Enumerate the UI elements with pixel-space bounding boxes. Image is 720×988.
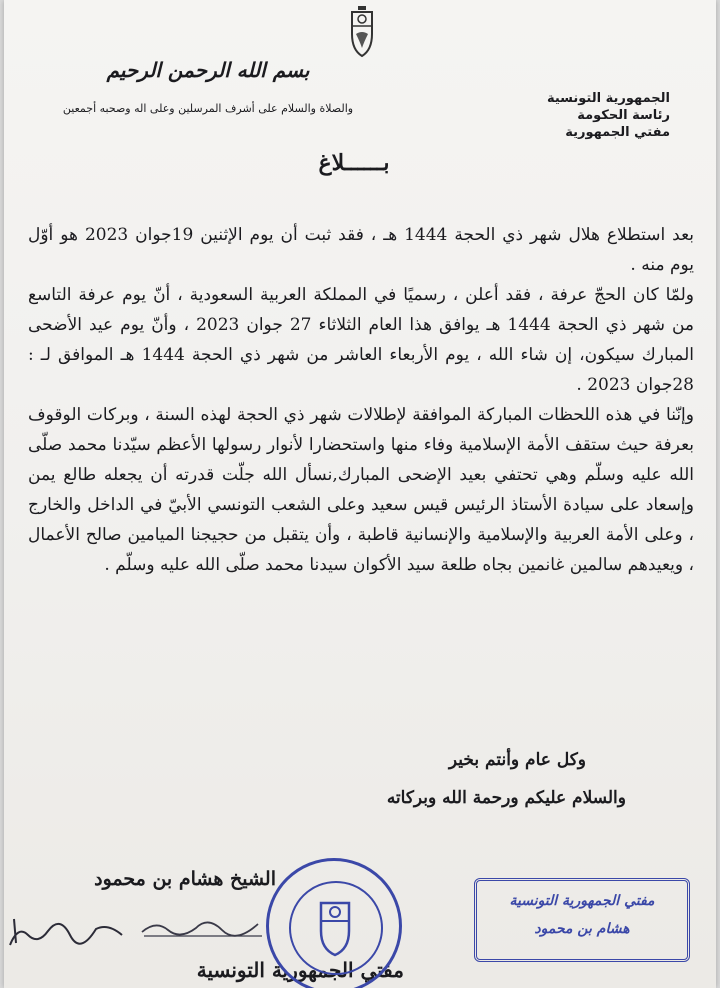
paragraph-arafah-eid: ولمّا كان الحجّ عرفة ، فقد أعلن ، رسميًا في المملكة العربية السعودية ، أنّ يوم عرفة التاسع من شهر ذي الحجة 1444 هـ يوافق هذا العام الثلاثاء 27 جوان 2023 ، وأنّ يوم عيد الأضحى المبارك سيكون، إن شاء الله ، يوم الأربعاء العاشر من شهر ذي الحجة 1444 هـ الموافق لـ : 28جوان 2023 . xyxy=(28,285,694,395)
round-official-seal xyxy=(266,858,402,988)
bottom-signature-title: مفتي الجمهورية التونسية xyxy=(196,958,404,982)
document-page xyxy=(4,0,716,988)
paragraph-moon-sighting: بعد استطلاع هلال شهر ذي الحجة 1444 هـ ، فقد ثبت أن يوم الإثنين 19جوان 2023 هو أوّل يوم منه . xyxy=(28,225,695,275)
mufti-rectangular-stamp xyxy=(474,878,690,962)
issuer-line-mufti: مفتي الجمهورية xyxy=(565,125,670,140)
seal-emblem-icon xyxy=(313,897,357,959)
basmala: بسم الله الرحمن الرحيم xyxy=(106,58,310,82)
stamp-line-name: هشام بن محمود xyxy=(534,921,630,937)
paragraph-prayers: وإنّنا في هذه اللحظات المباركة الموافقة لإطلالات شهر ذي الحجة لهذه السنة ، وبركات الوقوف بعرفة حيث ستقف الأمة الإسلامية وفاء منها واستحضارا لأنوار رسولها الأعظم سيّدنا محمد صلّى الله عليه وسلّم وهي تحتفي بعيد الإضحى المبارك,نسأل الله جلّت قدرته أن يجعله طالع يمن وإسعاد على سيادة الأستاذ الرئيس قيس سعيد وعلى الشعب التونسي الأبيّ في الداخل والخارج ، وعلى الأمة العربية والإسلامية والإنسانية قاطبة ، وأن يتقبل من حجيجنا الميامين صالح الأعمال ، ويعيدهم سالمين غانمين بجاه طلعة سيد الأكوان سيدنا محمد صلّى الله عليه وسلّم . xyxy=(28,405,694,575)
signer-name: الشيخ هشام بن محمود xyxy=(94,868,276,890)
handwritten-signature xyxy=(4,905,134,955)
closing-greeting: وكل عام وأنتم بخير xyxy=(448,750,586,770)
issuer-line-government: رئاسة الحكومة xyxy=(577,108,670,123)
closing-salam: والسلام عليكم ورحمة الله وبركاته xyxy=(386,788,626,808)
tunisia-emblem-icon xyxy=(344,4,380,58)
document-title: بــــــلاغ xyxy=(318,150,390,176)
issuer-line-republic: الجمهورية التونسية xyxy=(546,91,670,106)
issuer-block xyxy=(500,90,670,141)
stamp-line-title: مفتي الجمهورية التونسية xyxy=(509,893,655,909)
salawat-line: والصلاة والسلام على أشرف المرسلين وعلى اله وصحبه أجمعين xyxy=(62,102,354,115)
handwritten-signature-name xyxy=(138,906,268,946)
announcement-body xyxy=(28,220,694,580)
